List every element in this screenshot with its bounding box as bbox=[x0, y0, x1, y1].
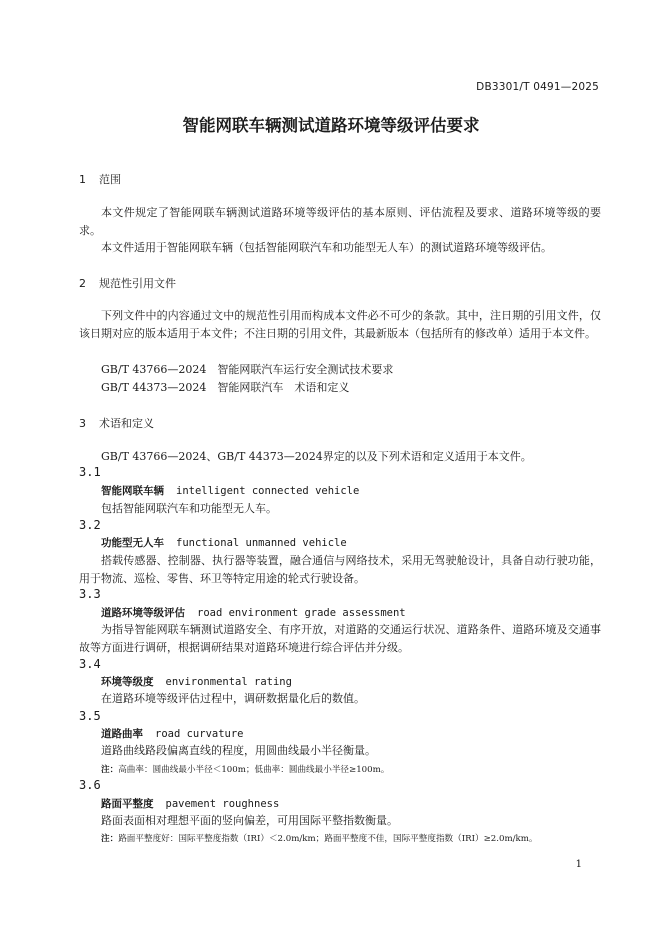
section-heading-normative-references bbox=[79, 275, 176, 291]
note-text: 路面平整度好：国际平整度指数（IRI）＜2.0m/km；路面平整度不佳，国际平整度指数（IRI）≥2.0m/km。 bbox=[118, 834, 538, 844]
term-en: functional unmanned vehicle bbox=[176, 537, 347, 549]
term-zh: 功能型无人车 bbox=[101, 537, 164, 549]
term-definition: 路面表面相对理想平面的竖向偏差，可用国际平整指数衡量。 bbox=[101, 814, 398, 827]
document-title: 智能网联车辆测试道路环境等级评估要求 bbox=[182, 116, 480, 135]
term-entry bbox=[101, 796, 279, 811]
page-number: 1 bbox=[575, 859, 582, 870]
term-zh: 路面平整度 bbox=[101, 798, 154, 810]
term-number: 3.3 bbox=[79, 587, 101, 601]
note-label: 注： bbox=[101, 765, 119, 775]
reference-item: GB/T 43766—2024 智能网联汽车运行安全测试技术要求 bbox=[101, 363, 394, 376]
term-definition: 为指导智能网联车辆测试道路安全、有序开放，对道路的交通运行状况、道路条件、道路环境及交通事故等方面进行调研，根据调研结果对道路环境进行综合评估并分级。 bbox=[79, 623, 601, 654]
section-heading-scope bbox=[79, 171, 121, 187]
term-en: road environment grade assessment bbox=[197, 607, 406, 619]
section-heading-terms-definitions bbox=[79, 415, 154, 431]
term-number: 3.1 bbox=[79, 465, 101, 479]
term-zh: 环境等级度 bbox=[101, 676, 154, 688]
term-entry bbox=[101, 535, 347, 550]
section-title: 术语和定义 bbox=[99, 417, 154, 430]
reference-item: GB/T 44373—2024 智能网联汽车 术语和定义 bbox=[101, 381, 350, 394]
term-zh: 道路环境等级评估 bbox=[101, 607, 185, 619]
section-title: 规范性引用文件 bbox=[99, 277, 176, 290]
term-definition: 道路曲线路段偏离直线的程度，用圆曲线最小半径衡量。 bbox=[101, 744, 376, 757]
term-entry bbox=[101, 483, 359, 498]
term-number: 3.6 bbox=[79, 778, 101, 792]
term-en: environmental rating bbox=[165, 676, 292, 688]
paragraph: 本文件规定了智能网联车辆测试道路环境等级评估的基本原则、评估流程及要求、道路环境等级的要求。 bbox=[79, 206, 601, 237]
term-entry bbox=[101, 605, 406, 620]
term-entry bbox=[101, 674, 292, 689]
paragraph: GB/T 43766—2024、GB/T 44373—2024界定的以及下列术语和定义适用于本文件。 bbox=[101, 450, 532, 463]
term-note bbox=[101, 832, 537, 844]
term-entry bbox=[101, 726, 244, 741]
term-en: intelligent connected vehicle bbox=[176, 485, 360, 497]
term-definition: 包括智能网联汽车和功能型无人车。 bbox=[101, 502, 277, 515]
term-definition: 搭载传感器、控制器、执行器等装置，融合通信与网络技术，采用无驾驶舱设计，具备自动行驶功能，用于物流、巡检、零售、环卫等特定用途的轮式行驶设备。 bbox=[79, 554, 601, 585]
document-number: DB3301/T 0491—2025 bbox=[476, 81, 599, 93]
section-title: 范围 bbox=[99, 173, 121, 186]
term-number: 3.4 bbox=[79, 657, 101, 671]
term-en: road curvature bbox=[155, 728, 244, 740]
term-zh: 智能网联车辆 bbox=[101, 485, 164, 497]
term-number: 3.2 bbox=[79, 518, 101, 532]
section-number: 1 bbox=[79, 173, 86, 186]
note-text: 高曲率：圆曲线最小半径＜100m；低曲率：圆曲线最小半径≥100m。 bbox=[118, 765, 390, 775]
term-number: 3.5 bbox=[79, 709, 101, 723]
note-label: 注： bbox=[101, 834, 119, 844]
paragraph: 本文件适用于智能网联车辆（包括智能网联汽车和功能型无人车）的测试道路环境等级评估。 bbox=[101, 241, 552, 254]
paragraph: 下列文件中的内容通过文中的规范性引用而构成本文件必不可少的条款。其中，注日期的引用文件，仅该日期对应的版本适用于本文件；不注日期的引用文件，其最新版本（包括所有的修改单）适用于本文件。 bbox=[79, 309, 601, 340]
section-number: 2 bbox=[79, 277, 86, 290]
term-zh: 道路曲率 bbox=[101, 728, 143, 740]
term-definition: 在道路环境等级评估过程中，调研数据量化后的数值。 bbox=[101, 692, 365, 705]
term-note bbox=[101, 763, 389, 775]
section-number: 3 bbox=[79, 417, 86, 430]
term-en: pavement roughness bbox=[165, 798, 280, 810]
